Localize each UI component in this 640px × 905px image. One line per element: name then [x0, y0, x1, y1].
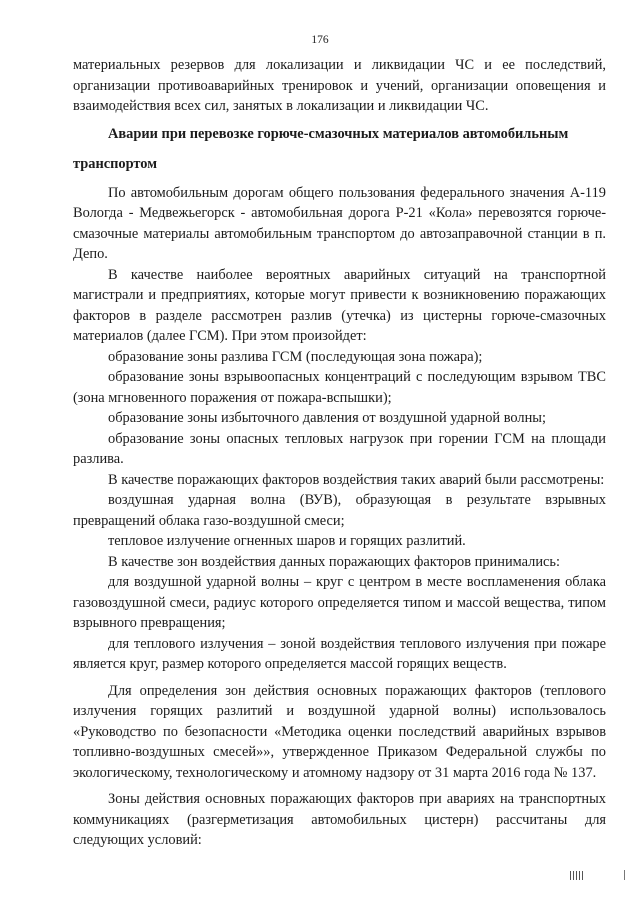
scan-barcode-mark [570, 870, 583, 880]
paragraph: По автомобильным дорогам общего пользования федерального значения А-119 Вологда - Медвежьегорск - автомобильная дорога Р-21 «Кола» перевозятся горюче-смазочные материалы автомобильным транспортом до автозаправочной станции в п. Депо. [73, 184, 606, 262]
list-item: образование зоны взрывоопасных концентраций с последующим взрывом ТВС (зона мгновенного поражения от пожара-вспышки); [73, 369, 606, 406]
list-item: тепловое излучение огненных шаров и горящих разлитий. [108, 533, 466, 549]
page-number: 176 [311, 34, 329, 46]
paragraph: Для определения зон действия основных поражающих факторов (теплового излучения горящих разлитий и воздушной ударной волны) использовалось «Руководство по безопасности «Методика оценки последствий аварийных взрывов топливно-воздушных смесей»», утвержденное Приказом Федеральной службы по экологическому, технологическому и атомному надзору от 31 марта 2016 года № 137. [73, 682, 606, 781]
paragraph: Зоны действия основных поражающих факторов при авариях на транспортных коммуникациях (разгерметизация автомобильных цистерн) рассчитаны для следующих условий: [73, 791, 606, 848]
section-heading: Аварии при перевозке горюче-смазочных материалов автомобильным транспортом [73, 125, 569, 172]
paragraph: материальных резервов для локализации и ликвидации ЧС и ее последствий, организации противоаварийных тренировок и учений, организации оповещения и взаимодействия всех сил, занятых в локализации и ликвидации ЧС. [73, 57, 606, 114]
list-item: образование зоны разлива ГСМ (последующая зона пожара); [108, 348, 483, 365]
list-item: для теплового излучения – зоной воздействия теплового излучения при пожаре является круг, размер которого определяется массой горящих веществ. [73, 635, 606, 672]
list-item: воздушная ударная волна (ВУВ), образующая в результате взрывных превращений облака газо-воздушной смеси; [73, 492, 606, 529]
paragraph: В качестве поражающих факторов воздействия таких аварий были рассмотрены: [108, 471, 605, 488]
document-body [73, 55, 606, 851]
paragraph: В качестве наиболее вероятных аварийных ситуаций на транспортной магистрали и предприятиях, которые могут привести к возникновению поражающих факторов в разделе рассмотрен разлив (утечка) из цистерны горюче-смазочных материалов (далее ГСМ). При этом произойдет: [73, 266, 606, 344]
list-item: образование зоны избыточного давления от воздушной ударной волны; [108, 410, 546, 426]
list-item: для воздушной ударной волны – круг с центром в месте воспламенения облака газовоздушной смеси, радиус которого определяется типом и массой вещества, типом взрывного превращения; [73, 574, 606, 631]
paragraph: В качестве зон воздействия данных поражающих факторов принимались: [108, 553, 560, 570]
list-item: образование зоны опасных тепловых нагрузок при горении ГСМ на площади разлива. [73, 430, 606, 467]
scan-edge-mark [624, 870, 625, 880]
